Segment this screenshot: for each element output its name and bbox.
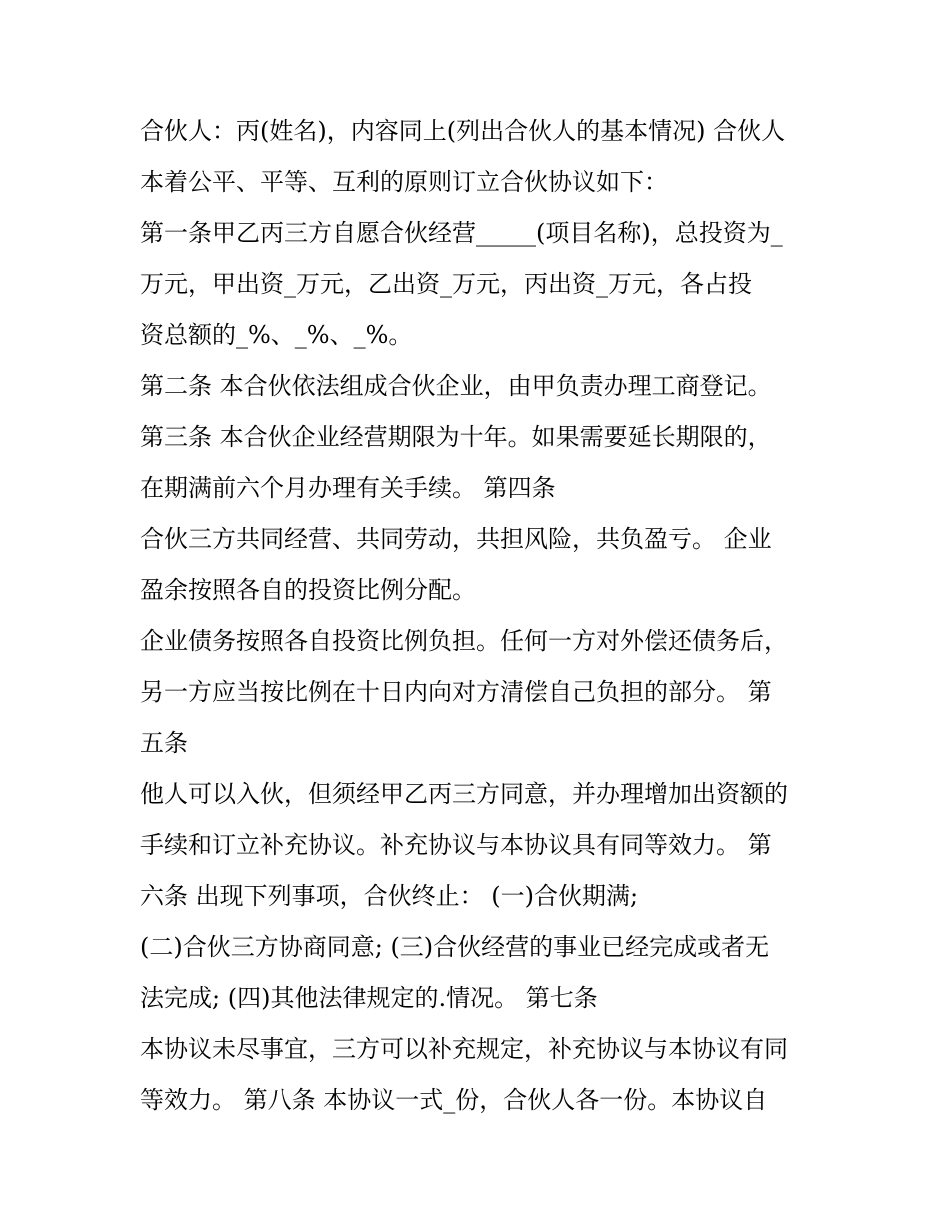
document-line: 他人可以入伙，但须经甲乙丙三方同意，并办理增加出资额的	[140, 780, 788, 808]
document-line: 合伙人：丙(姓名)，内容同上(列出合伙人的基本情况) 合伙人	[140, 117, 786, 145]
document-line: 手续和订立补充协议。补充协议与本协议具有同等效力。 第	[140, 831, 772, 859]
document-line: 在期满前六个月办理有关手续。 第四条	[140, 474, 556, 502]
document-line: 本协议未尽事宜，三方可以补充规定，补充协议与本协议有同	[140, 1035, 788, 1063]
document-body	[140, 106, 830, 1126]
document-line: 五条	[140, 729, 188, 757]
document-line: 等效力。 第八条 本协议一式_份，合伙人各一份。本协议自	[140, 1086, 768, 1114]
document-line: 第三条 本合伙企业经营期限为十年。如果需要延长期限的，	[140, 423, 772, 451]
document-line: (二)合伙三方协商同意; (三)合伙经营的事业已经完成或者无	[140, 933, 770, 961]
document-line: 本着公平、平等、互利的原则订立合伙协议如下：	[140, 168, 668, 196]
document-line: 万元，甲出资_万元，乙出资_万元，丙出资_万元，各占投	[140, 270, 752, 298]
document-line: 资总额的_%、_%、_%。	[140, 321, 413, 349]
document-line: 盈余按照各自的投资比例分配。	[140, 576, 476, 604]
document-line: 第一条甲乙丙三方自愿合伙经营_____(项目名称)，总投资为_	[140, 219, 783, 247]
document-line: 企业债务按照各自投资比例负担。任何一方对外偿还债务后，	[140, 627, 788, 655]
document-line: 合伙三方共同经营、共同劳动，共担风险，共负盈亏。 企业	[140, 525, 772, 553]
document-line: 第二条 本合伙依法组成合伙企业，由甲负责办理工商登记。	[140, 372, 772, 400]
document-line: 法完成; (四)其他法律规定的.情况。 第七条	[140, 984, 598, 1012]
document-line: 六条 出现下列事项，合伙终止： (一)合伙期满;	[140, 882, 639, 910]
document-line: 另一方应当按比例在十日内向对方清偿自己负担的部分。 第	[140, 678, 772, 706]
